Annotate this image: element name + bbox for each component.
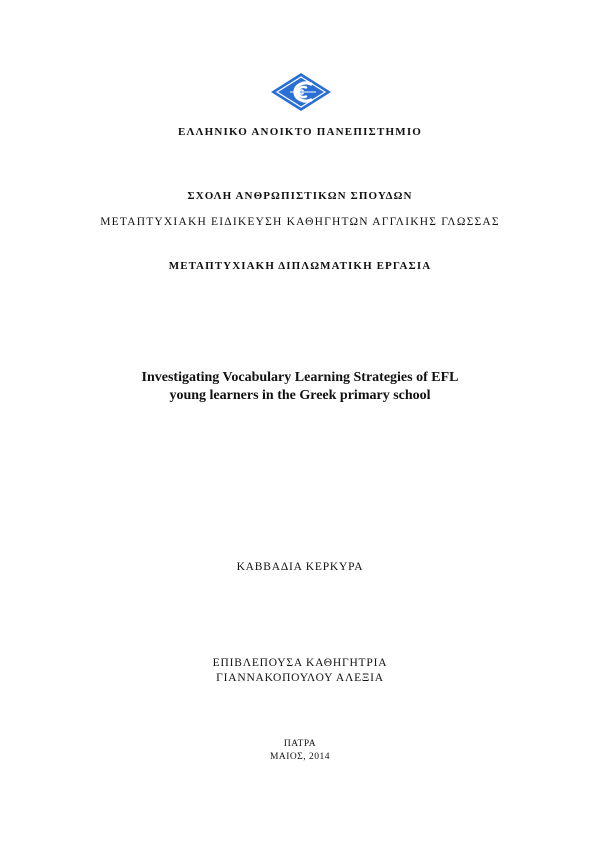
thesis-title-line-1: Investigating Vocabulary Learning Strategies of EFL <box>141 370 459 385</box>
supervisor-label: ΕΠΙΒΛΕΠΟΥΣΑ ΚΑΘΗΓΗΤΡΙΑ <box>212 657 388 669</box>
author-name: ΚΑΒΒΑΔΙΑ ΚΕΡΚΥΡΑ <box>236 561 364 573</box>
school-name: ΣΧΟΛΗ ΑΝΘΡΩΠΙΣΤΙΚΩΝ ΣΠΟΥΔΩΝ <box>187 190 413 202</box>
thesis-title-line-2: young learners in the Greek primary school <box>169 388 431 403</box>
supervisor-name: ΓΙΑΝΝΑΚΟΠΟΥΛΟΥ ΑΛΕΞΙΑ <box>216 672 384 684</box>
date: ΜΑΙΟΣ, 2014 <box>269 752 331 762</box>
thesis-type: ΜΕΤΑΠΤΥΧΙΑΚΗ ΔΙΠΛΩΜΑΤΙΚΗ ΕΡΓΑΣΙΑ <box>168 260 432 272</box>
program-name: ΜΕΤΑΠΤΥΧΙΑΚΗ ΕΙΔΙΚΕΥΣΗ ΚΑΘΗΓΗΤΩΝ ΑΓΓΛΙΚΗΣ ΓΛΩΣΣΑΣ <box>100 216 500 228</box>
city: ΠΑΤΡΑ <box>283 739 317 749</box>
university-name: ΕΛΛΗΝΙΚΟ ΑΝΟΙΚΤΟ ΠΑΝΕΠΙΣΤΗΜΙΟ <box>177 126 423 138</box>
university-logo-icon <box>270 72 332 112</box>
